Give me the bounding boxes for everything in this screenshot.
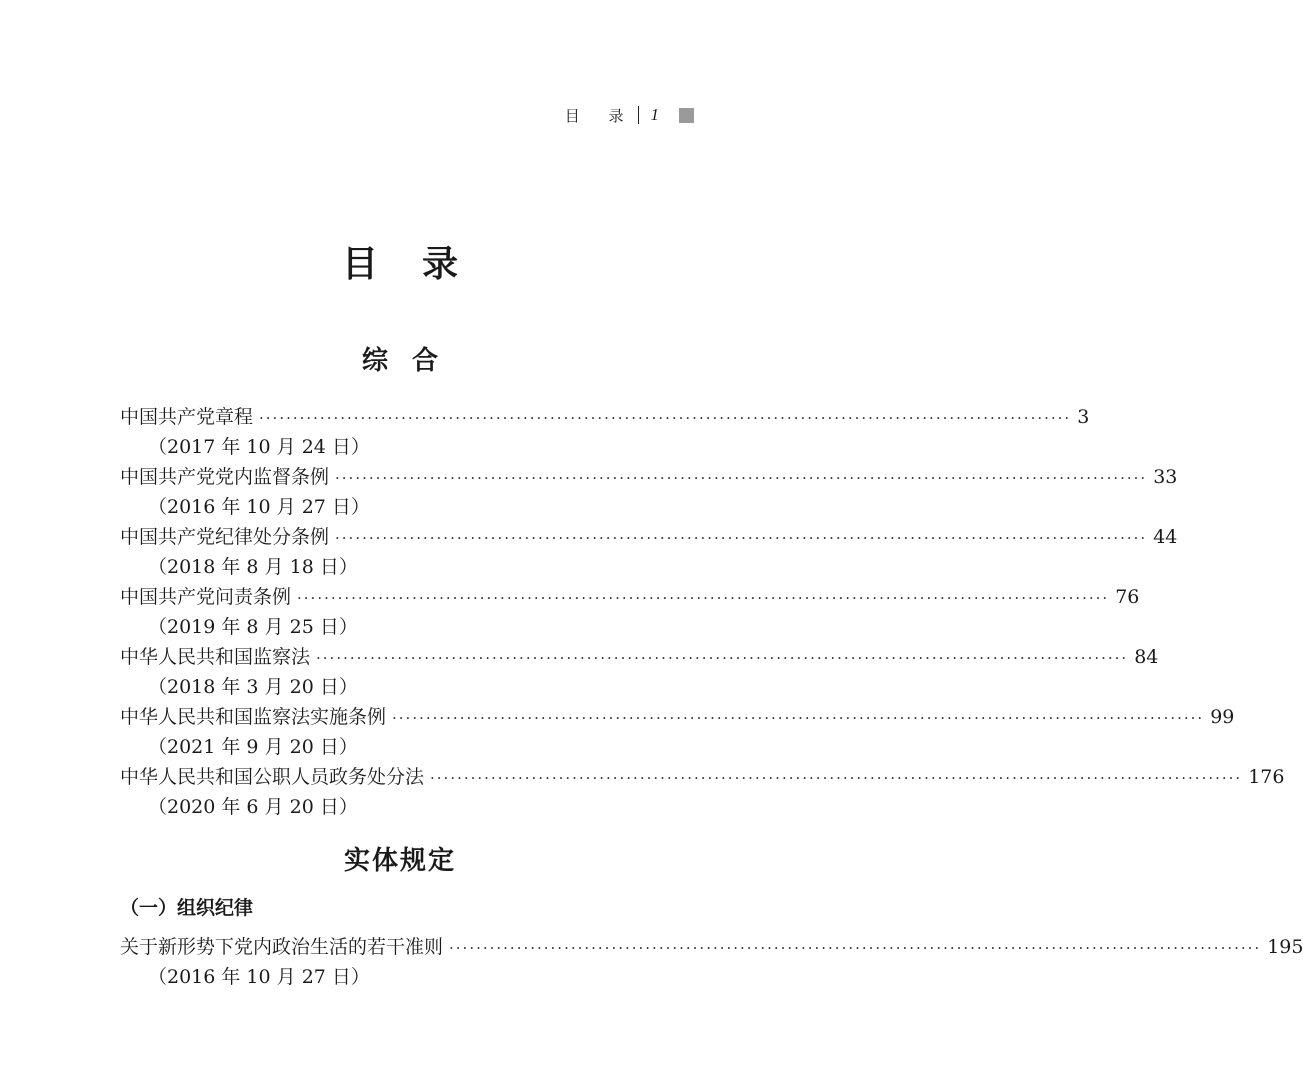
page-title: 目录 <box>341 244 502 285</box>
toc-entry-page: 176 <box>1248 766 1285 788</box>
section-title-substantive: 实体规定 <box>343 846 456 876</box>
toc-list-general <box>120 402 1285 822</box>
toc-entry-line <box>120 702 1235 732</box>
section-title-general: 综合 <box>361 346 462 376</box>
toc-leader-dots: ························································································································ <box>392 709 1205 727</box>
toc-entry-line <box>120 582 1140 612</box>
running-head-title: 目 录 <box>564 106 636 125</box>
toc-entry[interactable] <box>120 462 1178 522</box>
running-head-divider <box>638 106 639 124</box>
running-head-page-number: 1 <box>650 105 659 124</box>
toc-entry-date: （2018 年 3 月 20 日） <box>148 676 358 698</box>
running-head <box>565 104 694 126</box>
toc-entry-line <box>120 642 1159 672</box>
toc-entry[interactable] <box>120 702 1235 762</box>
toc-entry[interactable] <box>120 932 1303 992</box>
toc-entry-title: 关于新形势下党内政治生活的若干准则 <box>120 936 444 958</box>
toc-list-substantive <box>120 932 1303 992</box>
toc-entry[interactable] <box>120 402 1090 462</box>
toc-entry-date: （2021 年 9 月 20 日） <box>148 736 358 758</box>
toc-entry-date: （2019 年 8 月 25 日） <box>148 616 358 638</box>
toc-entry-title: 中华人民共和国公职人员政务处分法 <box>120 766 425 788</box>
toc-entry-page: 84 <box>1134 646 1159 668</box>
toc-entry-title: 中国共产党章程 <box>120 406 254 428</box>
toc-entry-page: 44 <box>1153 526 1178 548</box>
toc-leader-dots: ························································································································ <box>259 409 1072 427</box>
toc-entry[interactable] <box>120 522 1178 582</box>
toc-entry-line <box>120 522 1178 552</box>
toc-entry-page: 3 <box>1077 406 1090 428</box>
toc-leader-dots: ························································································································ <box>316 649 1129 667</box>
toc-leader-dots: ························································································································ <box>430 769 1243 787</box>
toc-entry-date: （2016 年 10 月 27 日） <box>148 966 370 988</box>
toc-entry-title: 中国共产党纪律处分条例 <box>120 526 330 548</box>
toc-entry-line <box>120 762 1285 792</box>
toc-entry-line <box>120 462 1178 492</box>
toc-entry-page: 99 <box>1210 706 1235 728</box>
toc-entry-title: 中国共产党党内监督条例 <box>120 466 330 488</box>
toc-entry-line <box>120 402 1090 432</box>
toc-entry-title: 中华人民共和国监察法实施条例 <box>120 706 387 728</box>
toc-leader-dots: ························································································································ <box>335 469 1148 487</box>
toc-entry-line <box>120 932 1303 962</box>
toc-entry[interactable] <box>120 642 1159 702</box>
toc-leader-dots: ························································································································ <box>335 529 1148 547</box>
toc-entry-date: （2020 年 6 月 20 日） <box>148 796 358 818</box>
toc-leader-dots: ························································································································ <box>297 589 1110 607</box>
toc-entry-date: （2016 年 10 月 27 日） <box>148 496 370 518</box>
toc-entry-title: 中国共产党问责条例 <box>120 586 292 608</box>
toc-entry[interactable] <box>120 762 1285 822</box>
toc-entry-page: 33 <box>1153 466 1178 488</box>
gray-square-icon <box>679 108 694 123</box>
toc-entry-page: 195 <box>1267 936 1303 958</box>
toc-entry-page: 76 <box>1115 586 1140 608</box>
subheading-organizational-discipline: （一）组织纪律 <box>120 897 254 919</box>
toc-entry-title: 中华人民共和国监察法 <box>120 646 311 668</box>
toc-leader-dots: ························································································································ <box>449 939 1262 957</box>
toc-entry-date: （2018 年 8 月 18 日） <box>148 556 358 578</box>
toc-entry-date: （2017 年 10 月 24 日） <box>148 436 370 458</box>
toc-entry[interactable] <box>120 582 1140 642</box>
